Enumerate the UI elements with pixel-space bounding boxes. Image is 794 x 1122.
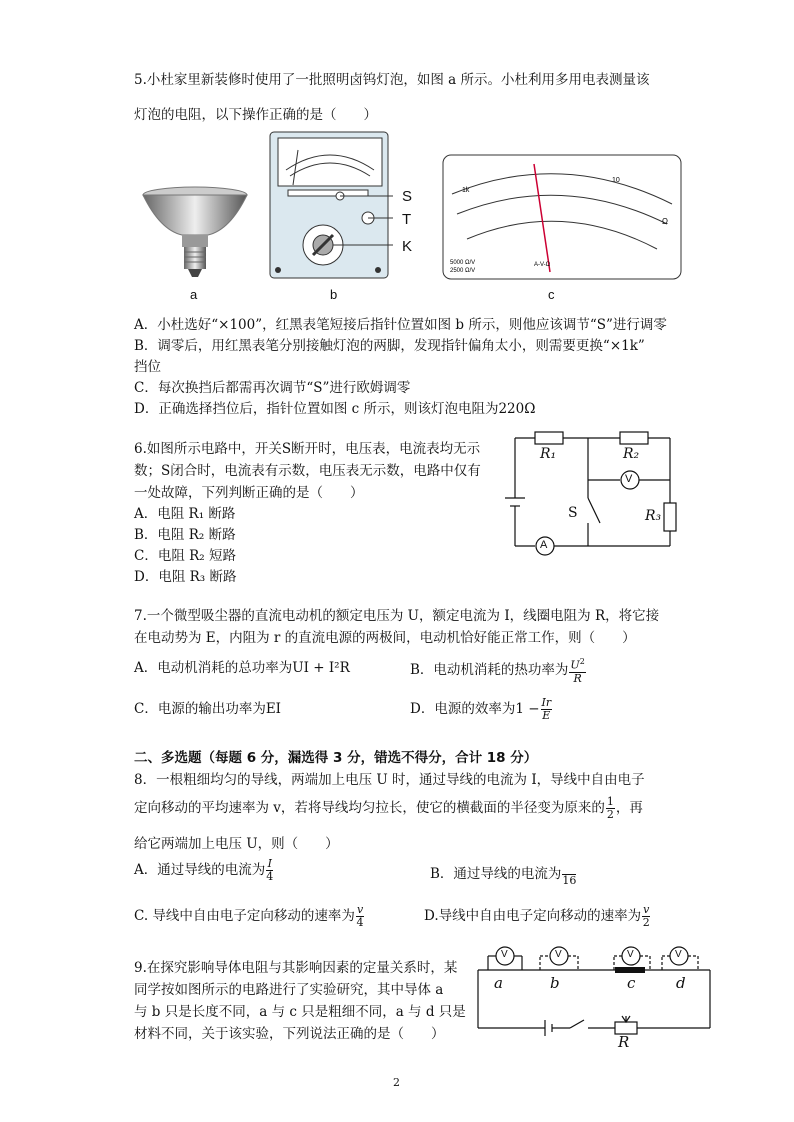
fig-b-label: b: [330, 287, 338, 302]
q6-option-d: D．电阻 R₃ 断路: [134, 569, 237, 585]
q7-option-a: A．电动机消耗的总功率为UI + I²R: [134, 660, 350, 676]
q5-option-d: D．正确选择挡位后，指针位置如图 c 所示，则该灯泡电阻为220Ω: [134, 401, 536, 417]
q7-option-d: D．电源的效率为1 − $\frac{Ir}{E}$: [410, 696, 552, 722]
q6-option-a: A．电阻 R₁ 断路: [134, 506, 236, 522]
q8-option-c: C. 导线中自由电子定向移动的速率为 $\frac{v}{4}$: [134, 903, 364, 929]
q6-circuit-diagram: [500, 428, 690, 556]
q8-stem-line3: 给它两端加上电压 U，则（ ）: [134, 836, 339, 852]
q8-stem-line1: 8．一根粗细均匀的导线，两端加上电压 U 时，通过导线的电流为 I，导线中自由电子: [134, 772, 645, 788]
q8-option-c-text: C. 导线中自由电子定向移动的速率为: [134, 908, 355, 924]
q9-stem-line4: 材料不同，关于该实验，下列说法正确的是（ ）: [134, 1026, 445, 1042]
q9-voltmeter-a-label: V: [501, 949, 508, 960]
svg-text:1k: 1k: [462, 187, 470, 194]
q9-label-d: d: [676, 974, 686, 992]
ohmmeter-dial-figure: [442, 154, 682, 280]
section-2-title: 二、多选题（每题 6 分，漏选得 3 分，错选不得分，合计 18 分）: [134, 750, 538, 766]
q6-stem-line1: 6.如图所示电路中，开关S断开时，电压表，电流表均无示: [134, 441, 481, 457]
q8-stem-line2-tail: ，再: [615, 800, 643, 816]
svg-text:Ω: Ω: [662, 217, 668, 226]
q6-label-R2: R₂: [623, 446, 640, 462]
fig-label-K: K: [402, 238, 413, 255]
q6-stem-line3: 一处故障，下列判断正确的是（ ）: [134, 485, 364, 501]
q6-voltmeter-label: V: [625, 473, 633, 485]
q9-voltmeter-c-label: V: [627, 949, 634, 960]
q6-option-b: B．电阻 R₂ 断路: [134, 527, 236, 543]
q8-option-b-text: B．通过导线的电流为: [430, 866, 562, 882]
q9-stem-line3: 与 b 只是长度不同，a 与 c 只是粗细不同，a 与 d 只是: [134, 1004, 466, 1020]
q9-stem-line2: 同学按如图所示的电路进行了实验研究，其中导体 a: [134, 982, 444, 998]
q9-label-a: a: [494, 974, 503, 992]
multimeter-figure: [268, 130, 393, 280]
q8-option-a: A．通过导线的电流为 $\frac{I}{4}$: [134, 857, 274, 883]
q6-ammeter-label: A: [540, 539, 548, 551]
q5-stem-line1: 5.小杜家里新装修时使用了一批照明卤钨灯泡，如图 a 所示。小杜利用多用电表测量该: [134, 72, 650, 88]
q6-label-R1: R₁: [540, 446, 557, 462]
svg-text:5000 Ω/V: 5000 Ω/V: [450, 260, 476, 266]
fig-label-S: S: [402, 188, 413, 205]
q7-stem-line1: 7.一个微型吸尘器的直流电动机的额定电压为 U，额定电流为 I，线圈电阻为 R，将它接: [134, 608, 660, 624]
q8-option-d: D.导线中自由电子定向移动的速率为 $\frac{v}{2}$: [424, 903, 650, 929]
q8-option-d-text: D.导线中自由电子定向移动的速率为: [424, 908, 642, 924]
q9-label-R: R: [618, 1033, 630, 1051]
q5-stem-line2: 灯泡的电阻，以下操作正确的是（ ）: [134, 107, 377, 123]
q6-label-S: S: [568, 505, 578, 521]
q5-option-b-line2: 挡位: [134, 359, 161, 375]
fig-c-label: c: [548, 287, 555, 302]
q9-stem-line1: 9.在探究影响导体电阻与其影响因素的定量关系时，某: [134, 960, 458, 976]
q8-option-b: B．通过导线的电流为 16: [430, 862, 577, 887]
q6-label-R3: R₃: [645, 508, 662, 524]
q5-option-b-line1: B．调零后，用红黑表笔分别接触灯泡的两脚，发现指针偏角太小，则需要更换“×1k”: [134, 338, 645, 354]
q8-stem-line2-text: 定向移动的平均速率为 v，若将导线均匀拉长，使它的横截面的半径变为原来的: [134, 800, 605, 816]
q6-stem-line2: 数；S闭合时，电流表有示数，电压表无示数，电路中仅有: [134, 463, 481, 479]
q9-voltmeter-b-label: V: [555, 949, 562, 960]
fig-a-label: a: [190, 287, 198, 302]
q7-stem-line2: 在电动势为 E，内阻为 r 的直流电源的两极间，电动机恰好能正常工作，则（ ）: [134, 630, 636, 646]
q9-label-c: c: [627, 974, 636, 992]
q8-option-a-text: A．通过导线的电流为: [134, 862, 266, 878]
q7-option-b: B．电动机消耗的热功率为 $\frac{U^2}{R}$: [410, 657, 585, 685]
q9-voltmeter-d-label: V: [675, 949, 682, 960]
q7-option-b-text: B．电动机消耗的热功率为: [410, 661, 569, 678]
svg-text:10: 10: [612, 177, 620, 184]
page-number: 2: [393, 1076, 400, 1089]
q7-option-c: C．电源的输出功率为EI: [134, 701, 282, 717]
q5-option-a: A．小杜选好“×100”，红黑表笔短接后指针位置如图 b 所示，则他应该调节“S”进行调零: [134, 317, 667, 333]
q5-option-c: C．每次换挡后都需再次调节“S”进行欧姆调零: [134, 380, 411, 396]
q9-label-b: b: [550, 974, 560, 992]
q7-option-d-text: D．电源的效率为1 −: [410, 701, 540, 717]
q8-stem-line2: 定向移动的平均速率为 v，若将导线均匀拉长，使它的横截面的半径变为原来的 $\frac{1}{2}$ ，再: [134, 795, 643, 821]
fig-label-T: T: [402, 211, 412, 228]
halogen-lamp-figure: [140, 185, 250, 280]
svg-text:A-V-Ω: A-V-Ω: [534, 262, 551, 268]
svg-text:2500 Ω/V: 2500 Ω/V: [450, 268, 476, 274]
q6-option-c: C．电阻 R₂ 短路: [134, 548, 236, 564]
